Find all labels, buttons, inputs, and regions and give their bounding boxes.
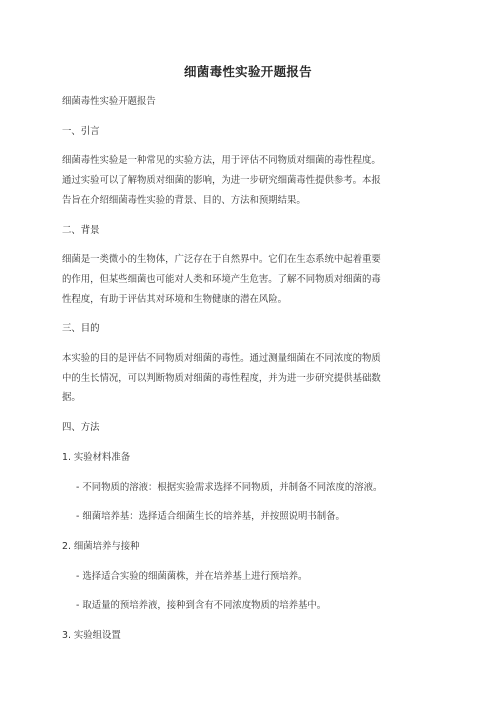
list-item: - 选择适合实验的细菌菌株，并在培养基上进行预培养。 — [76, 570, 308, 582]
paragraph-line: 细菌毒性实验是一种常见的实验方法，用于评估不同物质对细菌的毒性程度。 — [62, 155, 381, 167]
paragraph-line: 性程度，有助于评估其对环境和生物健康的潜在风险。 — [62, 293, 288, 305]
paragraph-line: 通过实验可以了解物质对细菌的影响，为进一步研究细菌毒性提供参考。本报 — [62, 175, 381, 187]
section-heading-purpose: 三、目的 — [62, 323, 100, 335]
paragraph-line: 告旨在介绍细菌毒性实验的背景、目的、方法和预期结果。 — [62, 194, 306, 206]
paragraph-line: 本实验的目的是评估不同物质对细菌的毒性。通过测量细菌在不同浓度的物质 — [62, 353, 381, 365]
paragraph-line: 据。 — [62, 392, 81, 404]
section-heading-intro: 一、引言 — [62, 125, 100, 137]
section-heading-background: 二、背景 — [62, 224, 100, 236]
paragraph-line: 的作用，但某些细菌也可能对人类和环境产生危害。了解不同物质对细菌的毒 — [62, 273, 381, 285]
list-item: - 取适量的预培养液，接种到含有不同浓度物质的培养基中。 — [76, 600, 327, 612]
list-item: - 细菌培养基：选择适合细菌生长的培养基，并按照说明书制备。 — [76, 511, 345, 523]
step-heading: 2. 细菌培养与接种 — [62, 540, 140, 552]
paragraph-line: 细菌是一类微小的生物体，广泛存在于自然界中。它们在生态系统中起着重要 — [62, 254, 381, 266]
document-title: 细菌毒性实验开题报告 — [183, 64, 312, 79]
section-heading-methods: 四、方法 — [62, 422, 100, 434]
document-body — [62, 92, 434, 646]
list-item: - 不同物质的溶液：根据实验需求选择不同物质，并制备不同浓度的溶液。 — [76, 481, 383, 493]
document-subtitle: 细菌毒性实验开题报告 — [62, 96, 156, 107]
paragraph-line: 中的生长情况，可以判断物质对细菌的毒性程度，并为进一步研究提供基础数 — [62, 372, 381, 384]
step-heading: 1. 实验材料准备 — [62, 451, 131, 463]
step-heading: 3. 实验组设置 — [62, 630, 121, 642]
